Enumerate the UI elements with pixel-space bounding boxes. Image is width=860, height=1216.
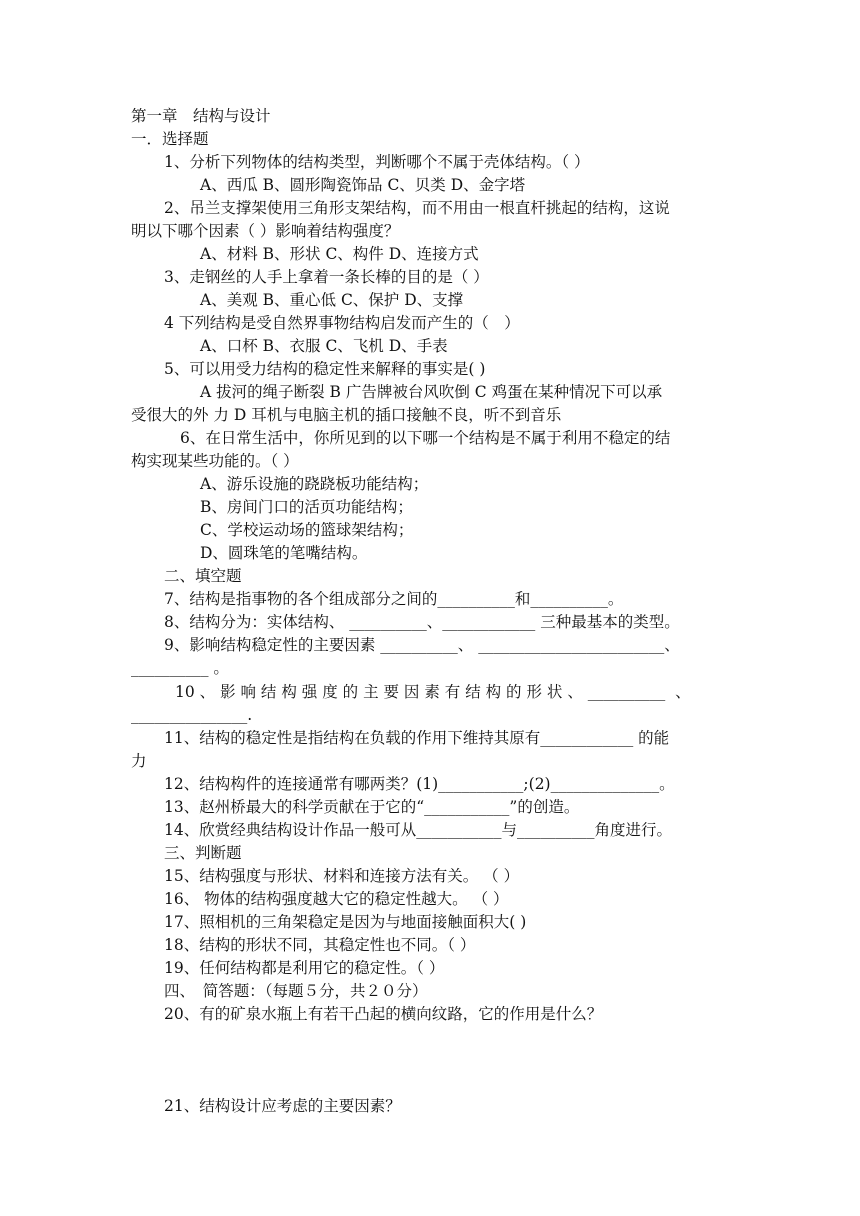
answer-options: A、西瓜 B、圆形陶瓷饰品 C、贝类 D、金字塔	[200, 176, 526, 194]
question-text: 9、影响结构稳定性的主要因素 __________、 ________________________、	[164, 636, 680, 654]
question-text: 12、结构构件的连接通常有哪两类？(1)___________;(2)______________。	[164, 775, 675, 793]
answer-option: C、学校运动场的篮球架结构；	[200, 521, 414, 539]
question-text: 8、结构分为：实体结构、 __________、____________ 三种最基本的类型。	[164, 613, 680, 631]
question-text: 1、分析下列物体的结构类型，判断哪个不属于壳体结构。（ ）	[164, 153, 590, 171]
answer-options: A、材料 B、形状 C、构件 D、连接方式	[200, 245, 479, 263]
question-text: 21、结构设计应考虑的主要因素？	[164, 1097, 401, 1115]
question-text: 力	[131, 752, 147, 770]
question-text: 5、可以用受力结构的稳定性来解释的事实是( )	[164, 360, 486, 378]
question-text: 16、 物体的结构强度越大它的稳定性越大。 （ ）	[164, 890, 509, 908]
question-text: 20、有的矿泉水瓶上有若干凸起的横向纹路，它的作用是什么？	[164, 1005, 603, 1023]
question-text: 13、赵州桥最大的科学贡献在于它的“___________”的创造。	[164, 798, 580, 816]
question-text: 10 、 影 响 结 构 强 度 的 主 要 因 素 有 结 构 的 形 状 、 __________ 、	[175, 683, 691, 701]
question-text: 11、结构的稳定性是指结构在负载的作用下维持其原有____________ 的能	[164, 729, 670, 747]
chapter-title: 第一章 结构与设计	[131, 107, 271, 125]
section-heading: 二、填空题	[164, 567, 242, 585]
question-text: _______________.	[131, 706, 253, 724]
question-text: 6、在日常生活中，你所见到的以下哪一个结构是不属于利用不稳定的结	[180, 429, 671, 447]
answer-option: B、房间门口的活页功能结构；	[200, 498, 413, 516]
question-text: __________ 。	[131, 659, 229, 677]
question-text: 17、照相机的三角架稳定是因为与地面接触面积大( )	[164, 913, 527, 931]
question-text: 14、欣赏经典结构设计作品一般可从___________与__________角度进行。	[164, 821, 672, 839]
section-heading: 四、 简答题：（每题５分，共２０分）	[164, 982, 428, 1000]
answer-options: A 拔河的绳子断裂 B 广告牌被台风吹倒 C 鸡蛋在某种情况下可以承	[200, 383, 663, 401]
question-text: 2、吊兰支撑架使用三角形支架结构，而不用由一根直杆挑起的结构，这说	[164, 199, 670, 217]
question-text: 构实现某些功能的。（ ）	[131, 452, 299, 470]
answer-option: A、游乐设施的跷跷板功能结构；	[200, 475, 429, 493]
answer-options: 受很大的外 力 D 耳机与电脑主机的插口接触不良，听不到音乐	[131, 406, 562, 424]
question-text: 18、结构的形状不同，其稳定性也不同。（ ）	[164, 936, 476, 954]
question-text: 明以下哪个因素（ ）影响着结构强度？	[131, 222, 400, 240]
question-text: 15、结构强度与形状、材料和连接方法有关。 （ ）	[164, 867, 520, 885]
question-text: 7、结构是指事物的各个组成部分之间的__________和__________。	[164, 590, 624, 608]
answer-option: D、圆珠笔的笔嘴结构。	[200, 544, 368, 562]
question-text: 3、走钢丝的人手上拿着一条长棒的目的是（ ）	[164, 268, 489, 286]
section-heading: 三、判断题	[164, 844, 242, 862]
section-heading: 一．选择题	[131, 130, 209, 148]
question-text: 4 下列结构是受自然界事物结构启发而产生的（ ）	[164, 314, 520, 332]
question-text: 19、任何结构都是利用它的稳定性。（ ）	[164, 959, 445, 977]
answer-options: A、口杯 B、衣服 C、飞机 D、手表	[200, 337, 448, 355]
answer-options: A、美观 B、重心低 C、保护 D、支撑	[200, 291, 464, 309]
